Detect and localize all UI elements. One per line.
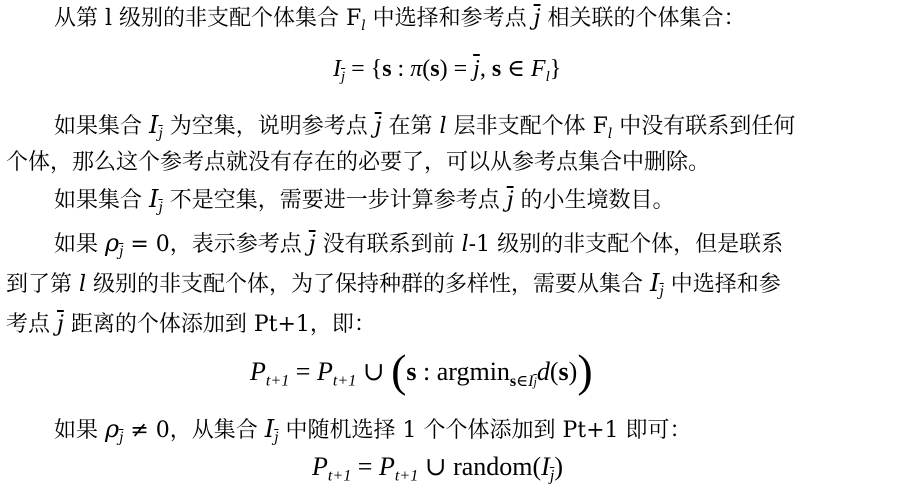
paragraph-4 [54,228,783,260]
math-symbol: I [650,269,660,297]
text: 从第 l 级别的非支配个体集合 F [54,6,362,31]
text: 考点 [6,312,57,337]
math-symbol: ρ [105,415,120,443]
text: 级别的非支配个体，为了保持种群的多样性，需要从集合 [86,272,651,297]
math-subscript: t+1 [394,467,419,485]
math-symbol: P [250,357,266,386]
text: 不是空集，需要进一步计算参考点 [162,188,507,213]
math-symbol: l [79,272,87,297]
math-text: } [549,56,562,82]
text: ，表示参考点 [169,232,309,257]
equation-1 [333,54,562,86]
math-symbol: I [333,56,341,82]
math-symbol: l [461,232,469,257]
math-text: = { [345,56,383,82]
math-symbol: F [530,56,546,82]
math-symbol: s [558,357,569,386]
math-symbol: $\overline{j}$ [473,56,480,82]
math-text: : argmin [416,357,510,386]
text: 如果 [54,232,105,257]
math-text: = [447,56,474,82]
math-subscript: t+1 [327,467,352,485]
math-text: : [391,56,411,82]
text: 为空集，说明参考点 [162,114,375,139]
ref-point-symbol: $\overline{j}$ [533,6,541,31]
math-symbol: $\overline{j}$ [506,188,514,213]
math-text: ∈ [501,56,531,82]
text: 中选择和参 [663,272,781,297]
math-subscript-text: j [119,429,124,446]
text: 到了第 [6,272,79,297]
subscript: l [361,17,366,34]
math-text: ∪ [418,452,454,481]
equation-2 [250,344,593,397]
math-text: ) [554,452,563,481]
math-symbol: π [410,56,423,82]
paragraph-1 [54,4,745,34]
math-text: = [289,357,317,386]
text: 如果集合 [54,188,149,213]
text: 中选择和参考点 [365,6,534,31]
text: 中没有联系到任何 [612,114,796,139]
math-paren: ) [577,345,593,396]
math-text: ) [568,357,578,386]
text: 的小生境数目。 [513,188,675,213]
text: 层非支配个体 F [446,114,608,139]
math-text: , [479,56,492,82]
math-subscript-text: j [274,429,279,446]
math-symbol: $\overline{j}$ [57,312,64,337]
math-symbol: s [382,56,392,82]
math-symbol: s [430,56,440,82]
math-symbol: s [491,56,502,82]
text: 相关联的个体集合： [540,6,746,31]
text: 如果 [54,418,105,443]
math-subscript [510,373,537,390]
math-text: ( [549,357,559,386]
paragraph-2 [54,110,795,142]
math-symbol: I [149,111,159,139]
math-symbol: I [264,415,275,443]
math-symbol: ρ [105,229,120,257]
text: -1 级别的非支配个体，但是联系 [468,232,784,257]
math-symbol: $\overline{j}$ [374,114,382,139]
paragraph-5 [54,414,692,446]
math-subscript: t+1 [332,372,357,390]
math-subscript-I: I [528,372,534,390]
math-symbol: I [149,185,159,213]
math-text: ≠ 0 [123,418,170,443]
math-text: = 0 [123,232,170,257]
text: 没有联系到前 [315,232,462,257]
math-subscript-text: j [158,125,163,142]
math-subscript: l [545,69,550,86]
math-text: ( [422,56,431,82]
math-subscript-in: ∈ [516,372,529,390]
paragraph-4-continuation [6,268,781,300]
math-text: ) [439,56,448,82]
math-symbol: P [312,452,328,481]
math-subscript-text: j [341,69,346,86]
text: ，从集合 [169,418,265,443]
math-symbol: I [541,452,550,481]
text: 中随机选择 1 个个体添加到 Pt+1 即可： [278,418,692,443]
math-symbol: l [439,114,447,139]
text: 在第 [381,114,440,139]
math-symbol: d [536,357,550,386]
math-subscript: t+1 [265,372,290,390]
math-symbol: s [406,357,417,386]
math-text: ∪ [356,357,392,386]
text: 个体，那么这个参考点就没有存在的必要了，可以从参考点集合中删除。 [6,150,711,175]
math-subscript-s: s [509,372,517,390]
math-text: random( [453,452,542,481]
math-symbol: P [378,452,395,481]
paragraph-2-continuation [6,148,710,178]
paragraph-3 [54,184,675,216]
math-subscript-text: j [659,283,664,300]
subscript: l [607,125,613,142]
math-subscript-text: j [119,243,124,260]
math-subscript-text: j [549,467,555,485]
math-subscript-text: j [158,199,163,216]
math-paren: ( [391,345,407,396]
text: 距离的个体添加到 Pt+1，即： [63,312,376,337]
paragraph-4-continuation-2 [6,310,376,340]
math-symbol: $\overline{j}$ [308,232,316,257]
text: 如果集合 [54,114,149,139]
math-symbol: P [316,357,333,386]
equation-3 [312,452,563,485]
math-text: = [351,452,379,481]
math-subscript-j: $\overline{j}$ [533,374,537,389]
